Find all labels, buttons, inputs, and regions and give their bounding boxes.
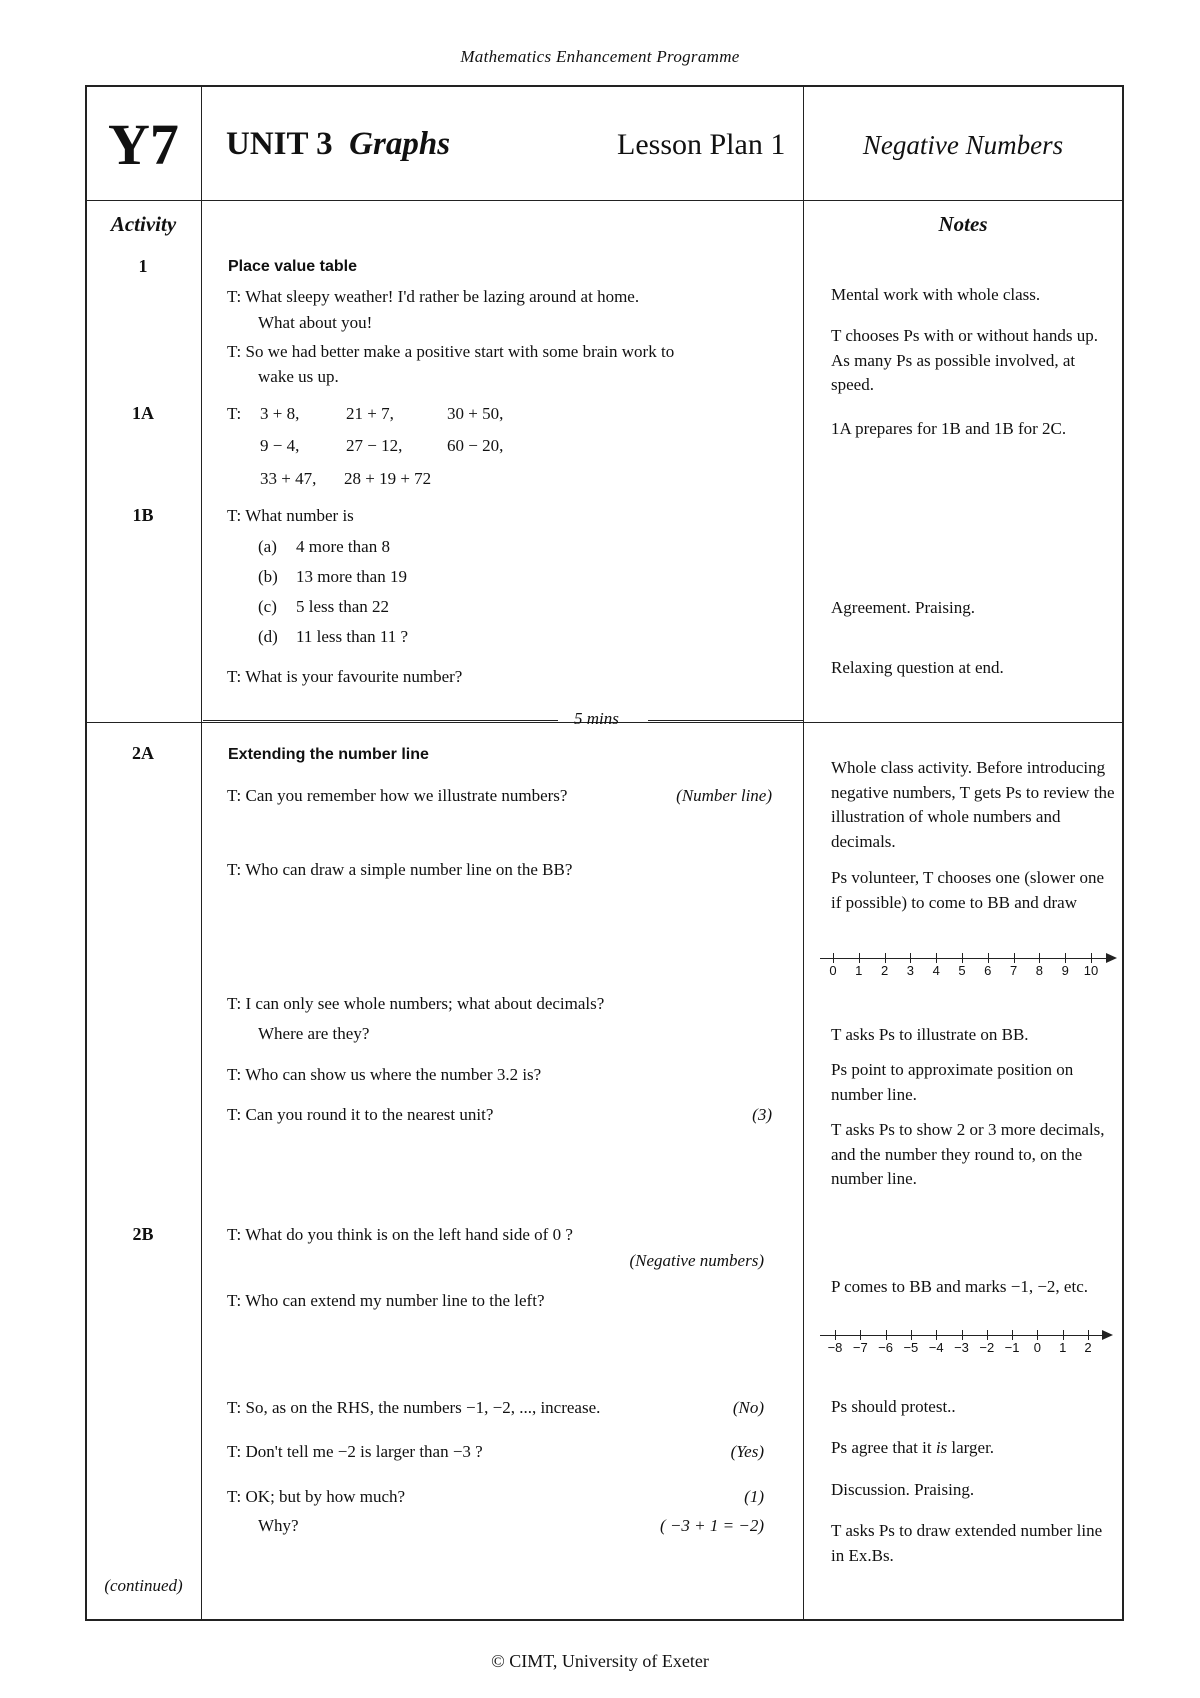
tick-mark [987,1330,988,1340]
tick-mark [1063,1330,1064,1340]
tick-mark [1088,1330,1089,1340]
sum-item: T: [227,404,242,423]
note: T asks Ps to illustrate on BB. [831,1025,1029,1044]
note: Relaxing question at end. [831,658,1004,677]
tick-mark [1037,1330,1038,1340]
tick-mark [988,953,989,963]
time-label: 5 mins [574,709,619,728]
note: T asks Ps to draw extended number line in Ex.Bs. [831,1521,1103,1565]
teacher-line: T: Can you remember how we illustrate numbers? [227,786,568,805]
number-line-minus8-to-2 [820,1327,1120,1367]
tick-label: 7 [1009,963,1018,978]
tick-mark [962,953,963,963]
sum-item: 27 − 12, [346,436,403,455]
teacher-line: Why? [258,1516,299,1535]
tick-label: 4 [932,963,940,978]
sum-item: 3 + 8, [260,404,300,423]
sum-item: 28 + 19 + 72 [344,469,432,488]
tick-mark [962,1330,963,1340]
note [831,1436,1116,1461]
expected-answer: (Number line) [676,786,772,805]
note: Mental work with whole class. [831,285,1041,304]
question-label: (b) [258,567,278,586]
year-label: Y7 [108,112,179,177]
tick-label: 2 [1084,1340,1092,1355]
teacher-line: T: So we had better make a positive start with some brain work to [227,342,675,361]
teacher-line: T: Who can draw a simple number line on the BB? [227,860,573,879]
tick-label: 9 [1061,963,1069,978]
activity-number: 2A [132,743,154,763]
unit-number: UNIT 3 [226,126,333,162]
arrow-head-icon [1102,1330,1113,1340]
tick-mark [860,1330,861,1340]
page-header: Mathematics Enhancement Programme [460,47,740,66]
section-heading: Place value table [228,258,357,275]
activity-number: 1 [138,256,148,276]
expected-answer: (1) [744,1487,764,1506]
tick-label: 5 [958,963,966,978]
expected-answer: (Yes) [730,1442,764,1461]
tick-label: −6 [878,1340,893,1355]
expected-answer: ( −3 + 1 = −2) [660,1516,764,1535]
unit-label [226,123,450,165]
sum-item: 9 − 4, [260,436,300,455]
sum-item: 60 − 20, [447,436,504,455]
page-footer: © CIMT, University of Exeter [491,1651,709,1671]
tick-mark [936,1330,937,1340]
note: Ps volunteer, T chooses one (slower one if possible) to come to BB and draw [831,868,1105,912]
tick-label: 8 [1035,963,1043,978]
tick-label: −3 [954,1340,969,1355]
tick-mark [910,953,911,963]
tick-label: 2 [880,963,889,978]
teacher-line: T: Don't tell me −2 is larger than −3 ? [227,1442,483,1461]
unit-topic: Graphs [349,126,451,162]
tick-label: −5 [903,1340,919,1355]
tick-mark [859,953,860,963]
note: Agreement. Praising. [831,598,975,617]
tick-label: −2 [979,1340,995,1355]
expected-answer: (3) [752,1105,772,1124]
tick-label: −7 [852,1340,868,1355]
teacher-line: T: What is your favourite number? [227,667,463,686]
note: T asks Ps to show 2 or 3 more decimals, and the number they round to, on the number line. [831,1120,1105,1188]
teacher-line: T: I can only see whole numbers; what about decimals? [227,994,605,1013]
tick-mark [1014,953,1015,963]
question-text: 5 less than 22 [296,597,390,616]
arrow-head-icon [1106,953,1117,963]
note: T chooses Ps with or without hands up. As many Ps as possible involved, at speed. [831,326,1098,394]
expected-answer: (Negative numbers) [629,1251,764,1270]
number-line-0-to-10 [820,950,1120,990]
tick-label: −8 [827,1340,843,1355]
question-intro: T: What number is [227,506,354,525]
question-text: 11 less than 11 ? [296,627,409,646]
teacher-line: T: Who can extend my number line to the left? [227,1291,545,1310]
section-heading: Extending the number line [228,746,429,763]
note: 1A prepares for 1B and 1B for 2C. [831,419,1067,438]
note: P comes to BB and marks −1, −2, etc. [831,1277,1088,1296]
activity-number: 1A [132,403,154,423]
note-text: Ps agree that it [831,1438,936,1457]
question-text: 4 more than 8 [296,537,390,556]
tick-mark [936,953,937,963]
lesson-plan-label: Lesson Plan 1 [617,128,786,161]
note-emphasis: is [935,1438,948,1457]
teacher-line: T: What do you think is on the left hand side of 0 ? [227,1225,573,1244]
tick-mark [911,1330,912,1340]
teacher-line: T: Who can show us where the number 3.2 is? [227,1065,542,1084]
note: Discussion. Praising. [831,1480,975,1499]
teacher-line: T: So, as on the RHS, the numbers −1, −2, ..., increase. [227,1398,601,1417]
sum-item: 30 + 50, [447,404,504,423]
sum-item: 33 + 47, [260,469,317,488]
tick-mark [1091,953,1092,963]
activity-number: 2B [132,1224,154,1244]
note: Whole class activity. Before introducing negative numbers, T gets Ps to review the illustration of whole numbers and decimals. [831,758,1115,851]
teacher-line: T: Can you round it to the nearest unit? [227,1105,494,1124]
question-label: (a) [258,537,277,556]
tick-mark [1039,953,1040,963]
lesson-topic: Negative Numbers [862,130,1064,160]
continued-label: (continued) [104,1576,183,1595]
teacher-line: T: What sleepy weather! I'd rather be lazing around at home. [227,287,640,306]
note: Ps should protest.. [831,1397,956,1416]
activity-heading: Activity [110,212,177,236]
question-text: 13 more than 19 [296,567,407,586]
tick-mark [1012,1330,1013,1340]
teacher-line: What about you! [258,313,373,332]
tick-mark [1065,953,1066,963]
tick-label: 3 [906,963,914,978]
tick-label: 0 [829,963,837,978]
teacher-line: wake us up. [258,367,339,386]
sum-item: 21 + 7, [346,404,394,423]
tick-label: −1 [1004,1340,1020,1355]
question-label: (d) [258,627,278,646]
tick-label: 6 [984,963,992,978]
tick-label: 1 [855,963,863,978]
note-text: larger. [947,1438,995,1457]
tick-label: 1 [1059,1340,1067,1355]
tick-mark [833,953,834,963]
activity-number: 1B [132,505,154,525]
tick-mark [886,1330,887,1340]
tick-label: −4 [928,1340,944,1355]
tick-label: 0 [1033,1340,1041,1355]
note: Ps point to approximate position on number line. [831,1060,1074,1104]
question-label: (c) [258,597,277,616]
teacher-line: Where are they? [258,1024,370,1043]
tick-mark [885,953,886,963]
teacher-line: T: OK; but by how much? [227,1487,406,1506]
tick-label: 10 [1083,963,1099,978]
notes-heading: Notes [938,212,988,236]
expected-answer: (No) [732,1398,764,1417]
tick-mark [835,1330,836,1340]
